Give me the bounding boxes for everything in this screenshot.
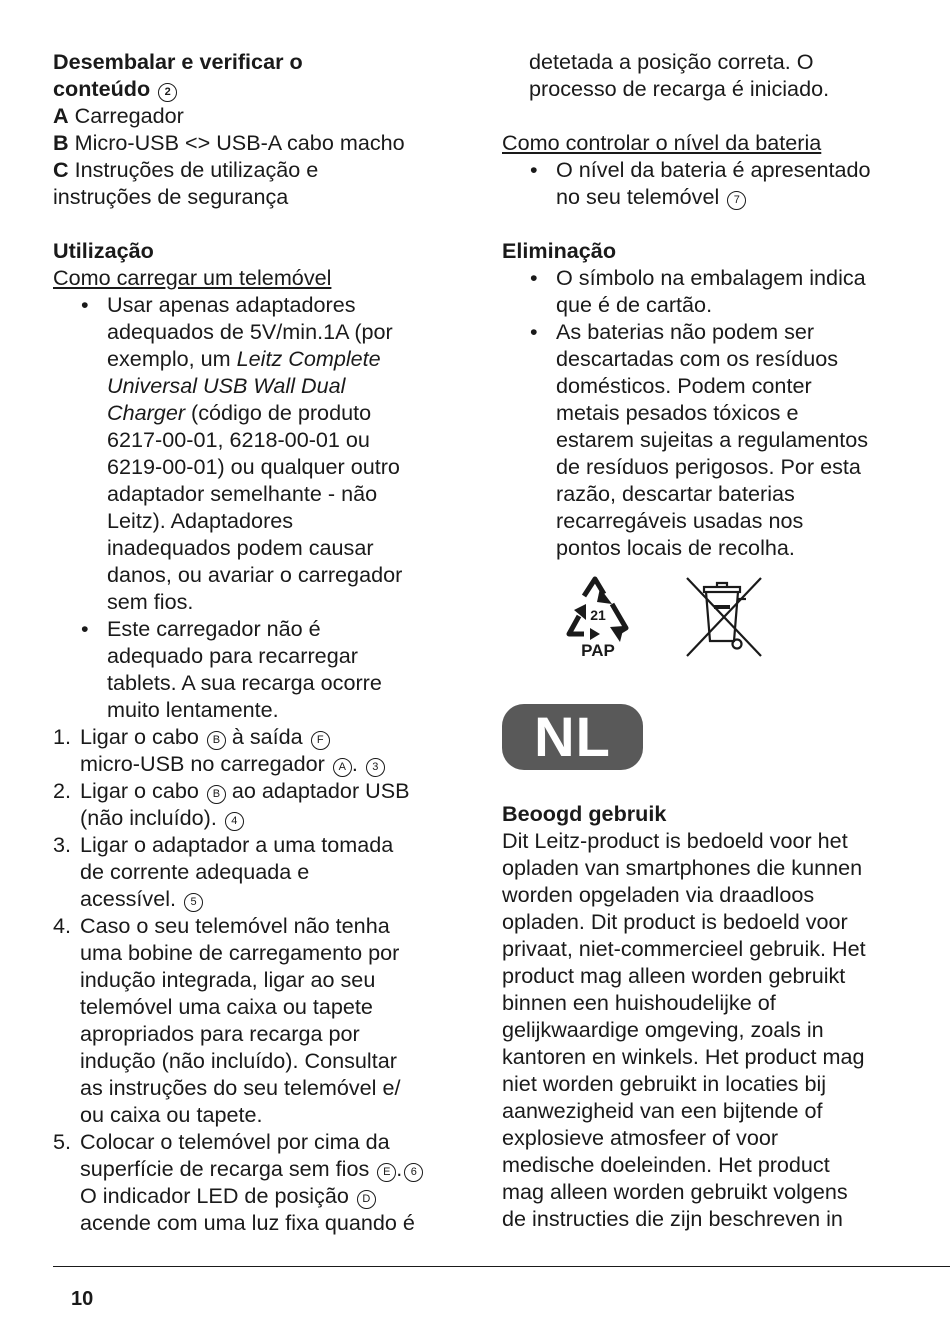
left-column xyxy=(53,48,453,1236)
bullet-adapters: • Usar apenas adaptadores adequados de 5V/min.1A (por exemplo, um Leitz Complete Universal USB Wall Dual Charger (código de produto 6217-00-01, 6218-00-01 ou 6219-00-01) ou qualquer outro adaptador semelhante - não Leitz). Adaptadores inadequados podem causar danos, ou avariar o carregador sem fios. xyxy=(81,292,403,614)
figure-ref-e: E xyxy=(377,1163,396,1182)
subheading-battery-level: Como controlar o nível da bateria xyxy=(502,130,822,155)
language-badge-nl: NL xyxy=(502,704,643,770)
heading-intended-use: Beoogd gebruik xyxy=(502,801,667,826)
figure-ref-a: A xyxy=(333,758,352,777)
step-1: 1. Ligar o cabo B à saída F micro-USB no carregador A . 3 xyxy=(53,723,453,777)
heading-unpack-line1: Desembalar e verificar o xyxy=(53,49,303,74)
bullet-tablets: • Este carregador não é adequado para recarregar tablets. A sua recarga ocorre muito lentamente. xyxy=(81,616,382,722)
nl-section xyxy=(502,800,922,1232)
step-4: 4. Caso o seu telemóvel não tenha uma bobine de carregamento por indução integrada, ligar ao seu telemóvel uma caixa ou tapete apropriados para recarga por indução (não incluído). Consultar as instruções do seu telemóvel e/ ou caixa ou tapete. xyxy=(53,913,401,1127)
heading-unpack xyxy=(53,48,453,102)
crossed-out-wheelie-bin-icon xyxy=(684,575,764,659)
recycle-code: 21 xyxy=(590,607,606,623)
heading-disposal: Eliminação xyxy=(502,238,617,263)
step-5-continuation: detetada a posição correta. O processo de recarga é iniciado. xyxy=(529,49,830,101)
bullet-dot: • xyxy=(81,616,89,641)
figure-ref-4: 4 xyxy=(225,812,244,831)
heading-unpack-line2: conteúdo xyxy=(53,76,151,101)
figure-ref-3: 3 xyxy=(366,758,385,777)
figure-ref-6: 6 xyxy=(404,1163,423,1182)
page-number: 10 xyxy=(71,1288,94,1310)
bullet-dot: • xyxy=(81,292,89,317)
step-2: 2. Ligar o cabo B ao adaptador USB (não incluído). 4 xyxy=(53,778,410,830)
step-3: 3. Ligar o adaptador a uma tomada de corrente adequada e acessível. 5 xyxy=(53,832,394,911)
contents-item-b: B Micro-USB <> USB-A cabo macho xyxy=(53,130,405,155)
recycling-triangle-icon xyxy=(562,574,634,660)
product-name-italic: Leitz Complete xyxy=(236,346,381,371)
footer-divider xyxy=(53,1266,950,1267)
contents-item-a: A Carregador xyxy=(53,103,184,128)
contents-item-c: C Instruções de utilização e instruções de segurança xyxy=(53,157,319,209)
bullet-packaging: • O símbolo na embalagem indica que é de cartão. xyxy=(530,265,866,317)
figure-ref-7: 7 xyxy=(727,191,746,210)
figure-ref-2: 2 xyxy=(158,83,177,102)
subheading-charge-phone: Como carregar um telemóvel xyxy=(53,265,332,290)
figure-ref-b: B xyxy=(207,731,226,750)
figure-ref-5: 5 xyxy=(184,893,203,912)
figure-ref-d: D xyxy=(357,1190,376,1209)
nl-paragraph: Dit Leitz-product is bedoeld voor het opladen van smartphones die kunnen worden opgeladen via draadloos opladen. Dit product is bedoeld voor privaat, niet-commercieel gebruik. Het product mag alleen worden gebruikt binnen een huishoudelijke of gelijkwaardige omgeving, zoals in kantoren en winkels. Het product mag niet worden gebruikt in locaties bij aanwezigheid van een bijtende of explosieve atmosfeer of voor medische doeleinden. Het product mag alleen worden gebruikt volgens de instructies die zijn beschreven in xyxy=(502,828,866,1231)
bullet-dot: • xyxy=(530,319,538,344)
right-column xyxy=(502,48,912,561)
bullet-batteries: • As baterias não podem ser descartadas com os resíduos domésticos. Podem conter metais pesados tóxicos e estarem sujeitas a regulamentos de resíduos perigosos. Por esta razão, descartar baterias recarregáveis usadas nos pontos locais de recolha. xyxy=(530,319,869,560)
bullet-dot: • xyxy=(530,265,538,290)
recycle-material: PAP xyxy=(581,641,615,660)
step-5: 5. Colocar o telemóvel por cima da superfície de recarga sem fios E . 6 O indicador LED de posição D acende com uma luz fixa quando é xyxy=(53,1128,453,1236)
bullet-battery-level: • O nível da bateria é apresentado no seu telemóvel 7 xyxy=(530,157,871,209)
bullet-dot: • xyxy=(530,157,538,182)
heading-usage: Utilização xyxy=(53,238,154,263)
figure-ref-f: F xyxy=(311,731,330,750)
figure-ref-b: B xyxy=(207,785,226,804)
